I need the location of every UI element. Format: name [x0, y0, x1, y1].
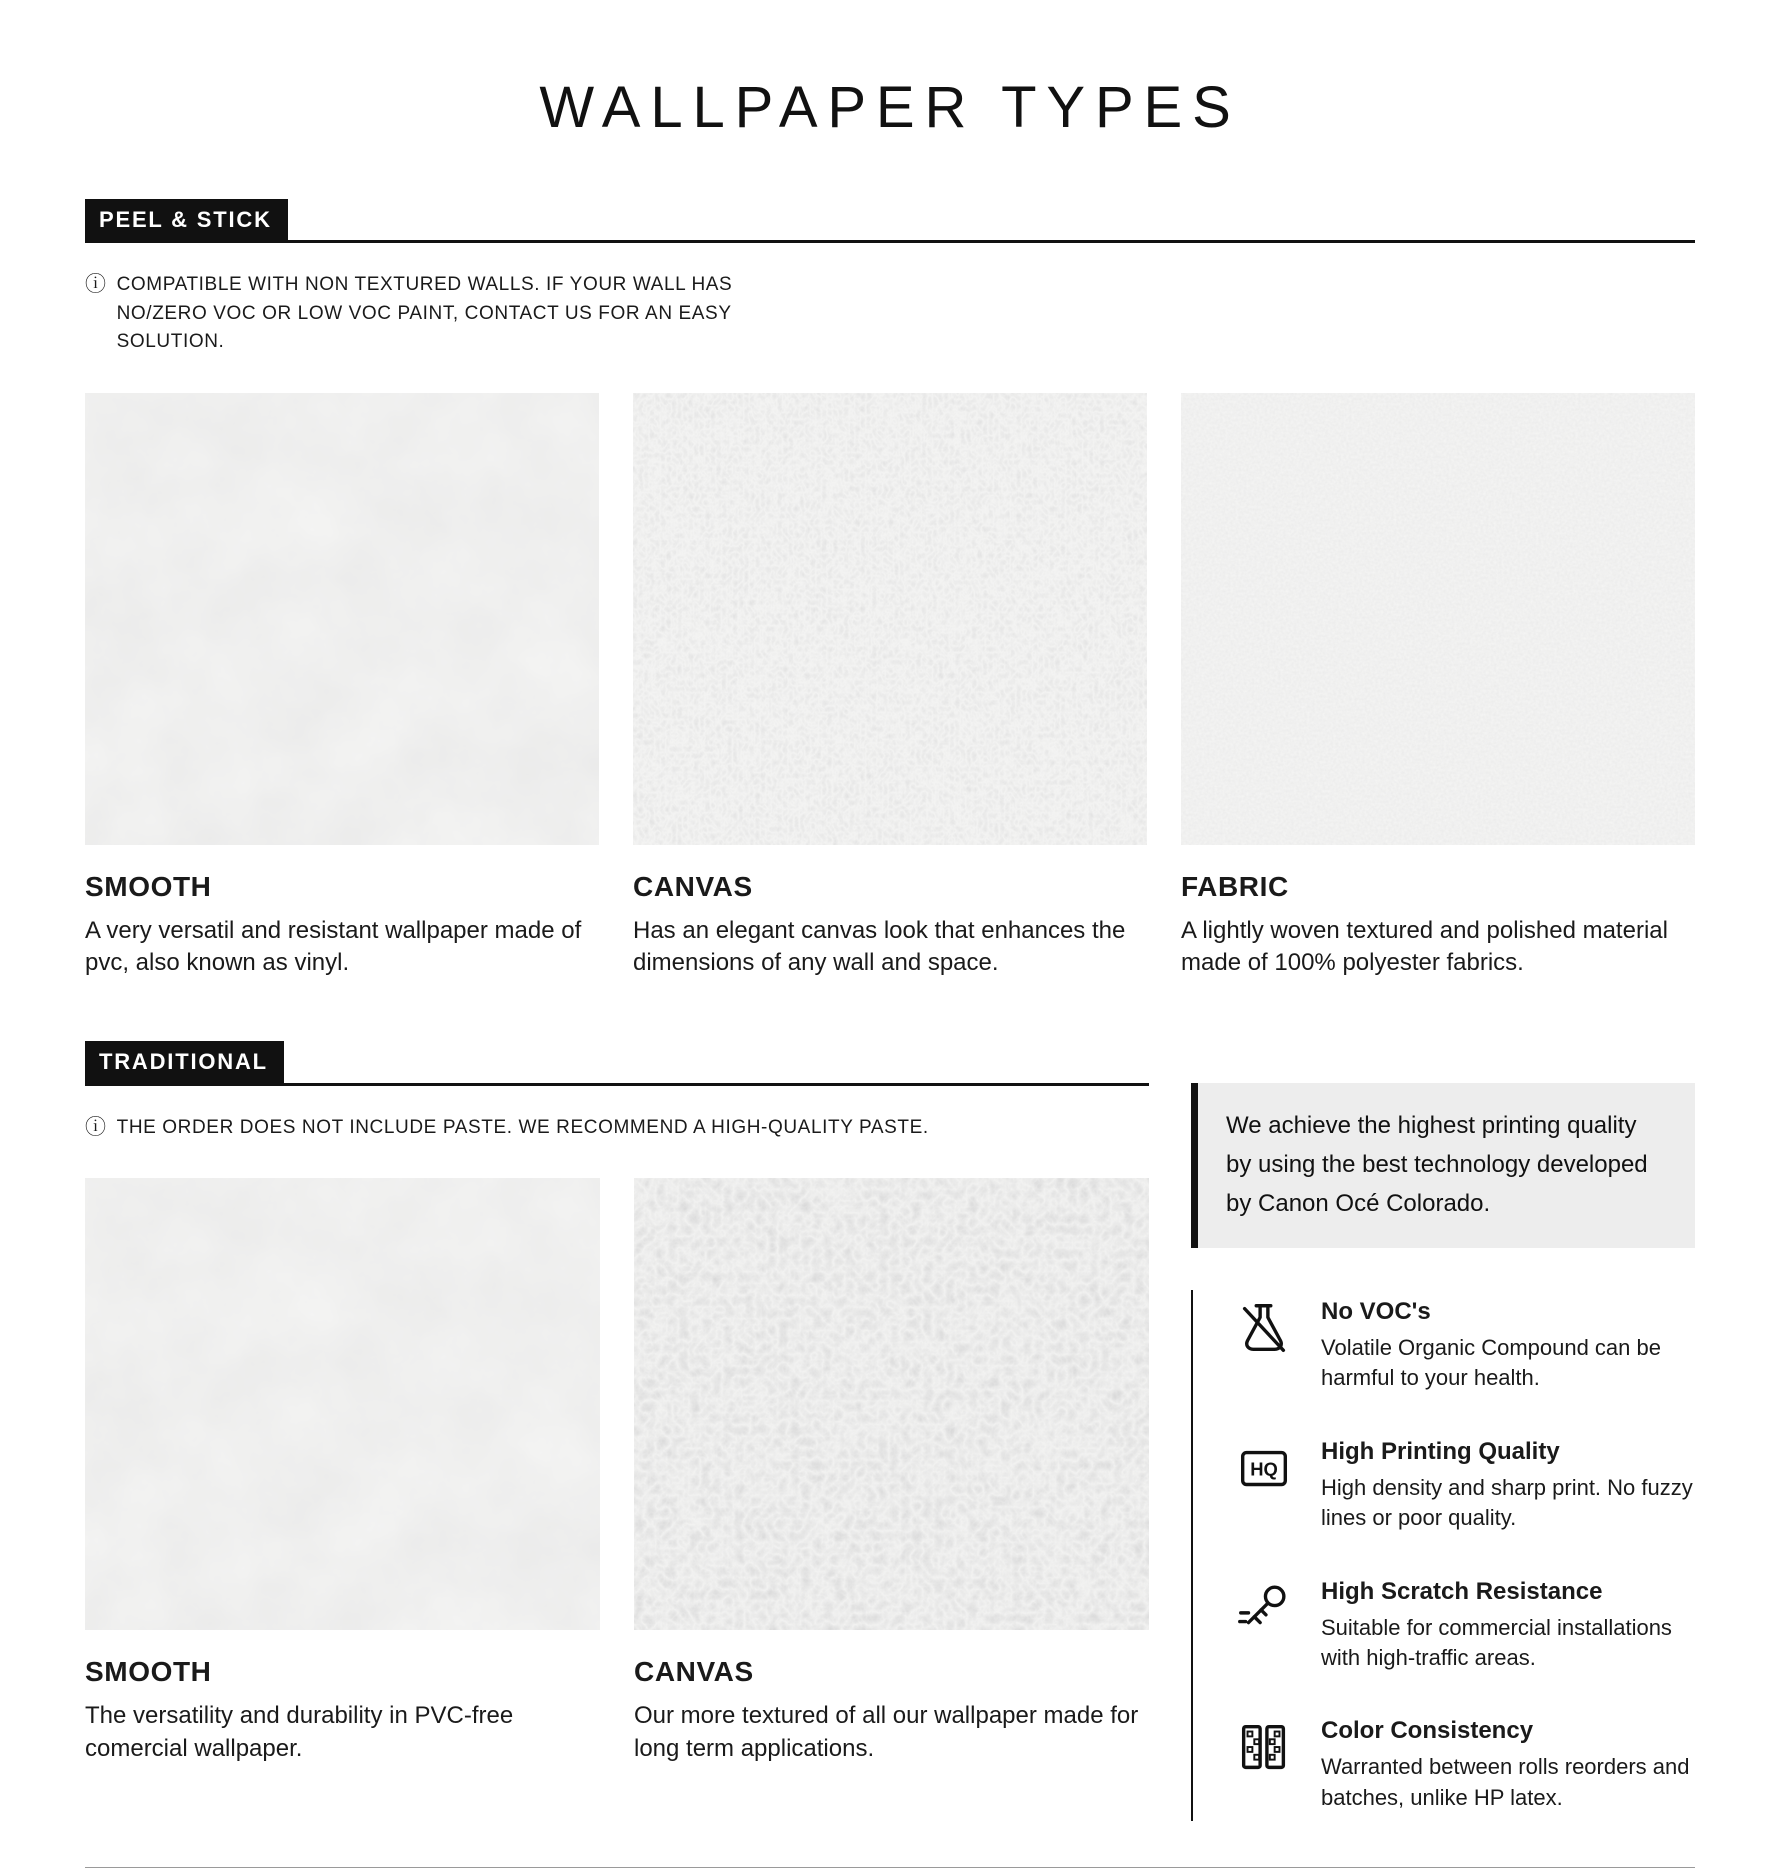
feature-text [1321, 1298, 1695, 1394]
printing-quality-callout: We achieve the highest printing quality by using the best technology developed by Canon Océ Colorado. [1191, 1083, 1695, 1248]
info-icon: ⓘ [85, 1115, 107, 1139]
feature-list [1191, 1290, 1695, 1821]
feature-description: Suitable for commercial installations with high-traffic areas. [1321, 1614, 1672, 1670]
info-icon: ⓘ [85, 273, 107, 297]
peel-stick-note [85, 271, 1695, 357]
feature-no-voc [1233, 1298, 1695, 1394]
feature-title: High Scratch Resistance [1321, 1577, 1603, 1605]
quality-sidebar [1191, 1041, 1695, 1821]
smooth-texture-image [85, 1178, 600, 1630]
card-smooth-traditional [85, 1178, 600, 1765]
smooth-texture-image [85, 393, 599, 845]
canvas-texture-image [633, 393, 1147, 845]
peel-stick-cards [85, 393, 1695, 980]
feature-description: Volatile Organic Compound can be harmful to your health. [1321, 1335, 1661, 1391]
fabric-texture-image [1181, 393, 1695, 845]
peel-stick-header-rule [85, 199, 1695, 243]
scratch-resistance-icon [1233, 1578, 1295, 1640]
feature-scratch-resistance [1233, 1578, 1695, 1674]
card-description: A very versatil and resistant wallpaper made of pvc, also known as vinyl. [85, 916, 582, 977]
card-canvas-traditional [634, 1178, 1149, 1765]
card-fabric-peel [1181, 393, 1695, 980]
feature-title: High Printing Quality [1321, 1437, 1560, 1465]
feature-description: High density and sharp print. No fuzzy lines or poor quality. [1321, 1474, 1693, 1531]
hq-icon [1233, 1438, 1295, 1500]
feature-text [1321, 1438, 1695, 1534]
traditional-note-text: THE ORDER DOES NOT INCLUDE PASTE. WE RECOMMEND A HIGH-QUALITY PASTE. [116, 1116, 929, 1138]
card-title: SMOOTH [85, 870, 212, 902]
card-title: FABRIC [1181, 870, 1289, 902]
traditional-cards [85, 1178, 1149, 1765]
feature-text [1321, 1717, 1695, 1813]
card-description: Our more textured of all our wallpaper made for long term applications. [634, 1702, 1139, 1762]
feature-text [1321, 1578, 1695, 1674]
card-title: CANVAS [633, 870, 753, 902]
card-description: A lightly woven textured and polished material made of 100% polyester fabrics. [1181, 916, 1668, 977]
feature-title: Color Consistency [1321, 1717, 1534, 1745]
traditional-note [85, 1114, 1149, 1143]
card-description: Has an elegant canvas look that enhances the dimensions of any wall and space. [633, 916, 1126, 977]
page-title: WALLPAPER TYPES [539, 75, 1241, 140]
feature-description: Warranted between rolls reorders and batches, unlike HP latex. [1321, 1754, 1690, 1810]
peel-stick-label: PEEL & STICK [85, 199, 288, 240]
card-canvas-peel [633, 393, 1147, 980]
card-title: SMOOTH [85, 1656, 212, 1688]
feature-color-consistency [1233, 1717, 1695, 1813]
no-voc-icon [1233, 1298, 1295, 1360]
peel-stick-note-text: COMPATIBLE WITH NON TEXTURED WALLS. IF YOUR WALL HAS NO/ZERO VOC OR LOW VOC PAINT, CONTACT US FOR AN EASY SOLUTION. [116, 274, 733, 353]
card-description: The versatility and durability in PVC-free comercial wallpaper. [85, 1702, 514, 1762]
card-smooth-peel [85, 393, 599, 980]
feature-high-printing-quality [1233, 1438, 1695, 1534]
feature-title: No VOC's [1321, 1298, 1431, 1326]
section-traditional [85, 1041, 1149, 1821]
section-peel-stick [85, 199, 1695, 979]
traditional-label: TRADITIONAL [85, 1041, 284, 1082]
svg-text:HQ: HQ [1250, 1458, 1278, 1480]
card-title: CANVAS [634, 1656, 754, 1688]
bottom-area [85, 1041, 1695, 1821]
traditional-header-rule [85, 1041, 1149, 1085]
color-consistency-icon [1233, 1717, 1295, 1779]
rough-canvas-texture-image [634, 1178, 1149, 1630]
